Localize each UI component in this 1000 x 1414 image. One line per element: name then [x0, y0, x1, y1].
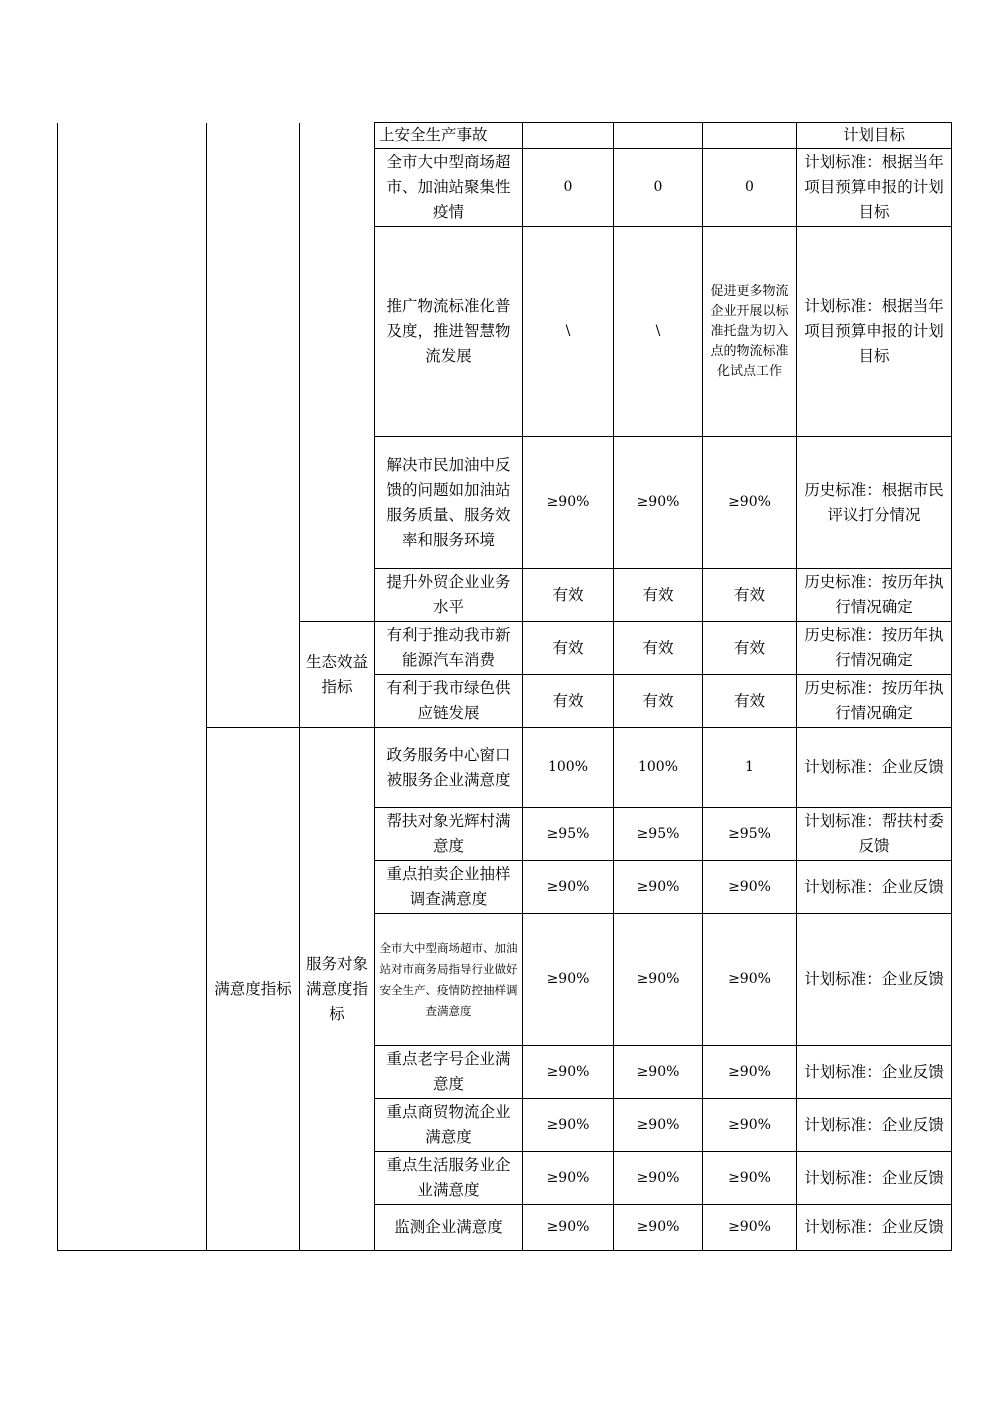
value-cell-2: 100%: [614, 728, 703, 808]
standard-cell: 计划标准：企业反馈: [797, 1152, 952, 1205]
standard-cell: 计划标准：企业反馈: [797, 861, 952, 914]
value-cell-1: 有效: [523, 569, 614, 622]
value-cell-2: [614, 123, 703, 149]
value-cell-1: 100%: [523, 728, 614, 808]
value-cell-1: ≥95%: [523, 808, 614, 861]
value-cell-3: ≥90%: [703, 1205, 797, 1251]
ecology-category-cell: 生态效益指标: [300, 622, 375, 728]
value-cell-3: ≥90%: [703, 861, 797, 914]
standard-cell: 计划标准：根据当年项目预算申报的计划目标: [797, 227, 952, 437]
table-row: [58, 123, 952, 149]
level2-category-cell: [207, 123, 300, 728]
indicator-cell: 有利于我市绿色供应链发展: [375, 675, 523, 728]
value-cell-1: ≥90%: [523, 861, 614, 914]
value-cell-2: ≥90%: [614, 1205, 703, 1251]
indicator-cell: 上安全生产事故: [375, 123, 523, 149]
value-cell-1: ≥90%: [523, 914, 614, 1046]
value-cell-1: 0: [523, 149, 614, 227]
standard-cell: 历史标准：按历年执行情况确定: [797, 675, 952, 728]
value-cell-2: ≥90%: [614, 1152, 703, 1205]
value-cell-1: \: [523, 227, 614, 437]
indicator-cell: 帮扶对象光辉村满意度: [375, 808, 523, 861]
indicator-cell: 重点商贸物流企业满意度: [375, 1099, 523, 1152]
standard-cell: 计划标准：企业反馈: [797, 1046, 952, 1099]
indicator-cell: 重点拍卖企业抽样调查满意度: [375, 861, 523, 914]
service-satisfaction-category-cell: 服务对象满意度指标: [300, 728, 375, 1251]
value-cell-3: 有效: [703, 622, 797, 675]
indicator-cell: 政务服务中心窗口被服务企业满意度: [375, 728, 523, 808]
value-cell-2: ≥90%: [614, 861, 703, 914]
value-cell-2: ≥90%: [614, 437, 703, 569]
value-cell-3: 有效: [703, 675, 797, 728]
standard-cell: 历史标准：按历年执行情况确定: [797, 569, 952, 622]
value-cell-2: 有效: [614, 675, 703, 728]
value-cell-2: 0: [614, 149, 703, 227]
value-cell-1: ≥90%: [523, 1046, 614, 1099]
standard-cell: 计划标准：帮扶村委反馈: [797, 808, 952, 861]
value-cell-3: 有效: [703, 569, 797, 622]
value-cell-3: 0: [703, 149, 797, 227]
indicator-cell: 重点生活服务业企业满意度: [375, 1152, 523, 1205]
value-cell-1: ≥90%: [523, 1099, 614, 1152]
value-cell-3: 促进更多物流企业开展以标准托盘为切入点的物流标准化试点工作: [703, 227, 797, 437]
value-cell-3: ≥90%: [703, 437, 797, 569]
value-cell-2: ≥90%: [614, 1099, 703, 1152]
indicator-cell: 提升外贸企业业务水平: [375, 569, 523, 622]
value-cell-3: ≥90%: [703, 1046, 797, 1099]
standard-cell: 计划标准：企业反馈: [797, 728, 952, 808]
value-cell-2: ≥95%: [614, 808, 703, 861]
performance-indicator-table: [57, 122, 952, 1251]
standard-cell: 计划目标: [797, 123, 952, 149]
standard-cell: 计划标准：根据当年项目预算申报的计划目标: [797, 149, 952, 227]
value-cell-2: \: [614, 227, 703, 437]
value-cell-1: [523, 123, 614, 149]
indicator-cell: 全市大中型商场超市、加油站对市商务局指导行业做好安全生产、疫情防控抽样调查满意度: [375, 914, 523, 1046]
satisfaction-category-cell: 满意度指标: [207, 728, 300, 1251]
indicator-cell: 解决市民加油中反馈的问题如加油站服务质量、服务效率和服务环境: [375, 437, 523, 569]
standard-cell: 历史标准：根据市民评议打分情况: [797, 437, 952, 569]
level3-category-cell: [300, 123, 375, 622]
value-cell-1: 有效: [523, 622, 614, 675]
value-cell-3: ≥95%: [703, 808, 797, 861]
value-cell-3: 1: [703, 728, 797, 808]
value-cell-2: 有效: [614, 622, 703, 675]
value-cell-1: ≥90%: [523, 1152, 614, 1205]
indicator-cell: 推广物流标准化普及度，推进智慧物流发展: [375, 227, 523, 437]
value-cell-1: ≥90%: [523, 437, 614, 569]
indicator-cell: 重点老字号企业满意度: [375, 1046, 523, 1099]
value-cell-2: ≥90%: [614, 914, 703, 1046]
standard-cell: 计划标准：企业反馈: [797, 1205, 952, 1251]
value-cell-2: 有效: [614, 569, 703, 622]
indicator-cell: 监测企业满意度: [375, 1205, 523, 1251]
value-cell-3: ≥90%: [703, 1099, 797, 1152]
indicator-cell: 有利于推动我市新能源汽车消费: [375, 622, 523, 675]
value-cell-1: 有效: [523, 675, 614, 728]
indicator-cell: 全市大中型商场超市、加油站聚集性疫情: [375, 149, 523, 227]
standard-cell: 历史标准：按历年执行情况确定: [797, 622, 952, 675]
value-cell-2: ≥90%: [614, 1046, 703, 1099]
value-cell-3: [703, 123, 797, 149]
value-cell-3: ≥90%: [703, 914, 797, 1046]
standard-cell: 计划标准：企业反馈: [797, 914, 952, 1046]
level1-category-cell: [58, 123, 207, 1251]
value-cell-1: ≥90%: [523, 1205, 614, 1251]
value-cell-3: ≥90%: [703, 1152, 797, 1205]
standard-cell: 计划标准：企业反馈: [797, 1099, 952, 1152]
